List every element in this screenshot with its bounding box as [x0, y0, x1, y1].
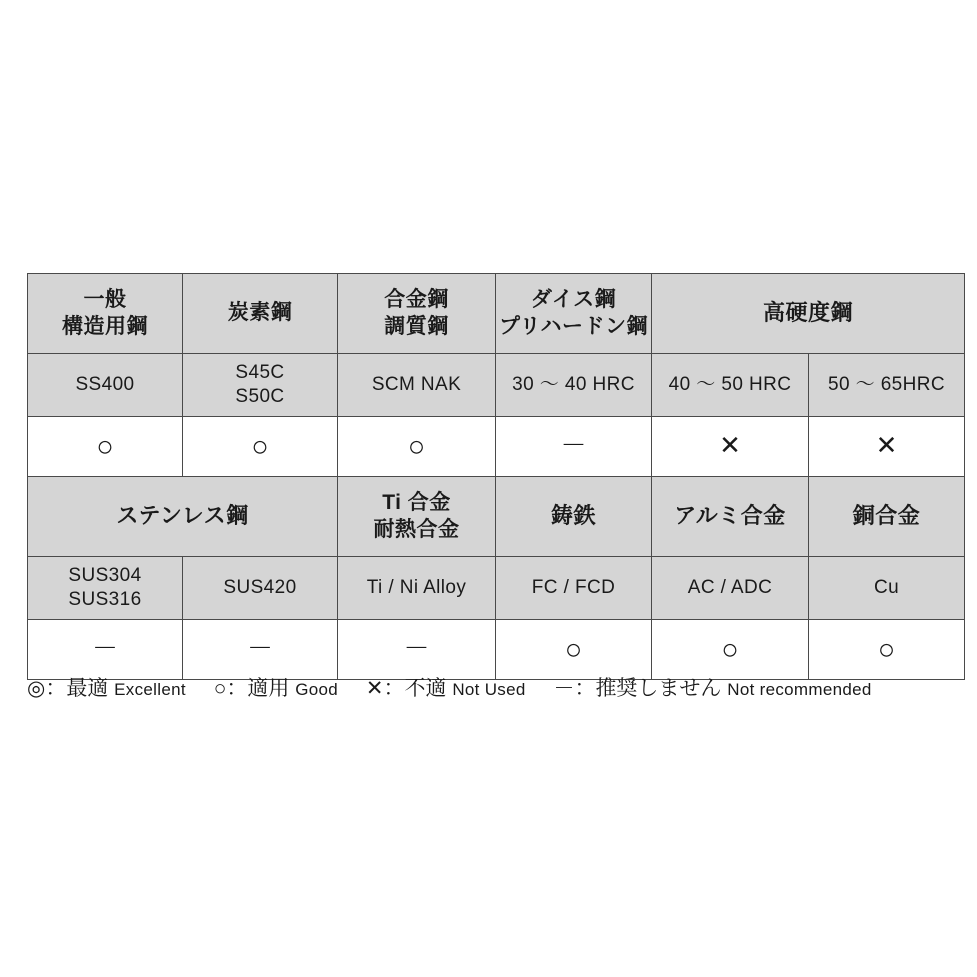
section2-header-row — [28, 477, 965, 557]
header-cell-ti-alloy — [338, 477, 496, 557]
legend-separator: ： — [383, 677, 405, 700]
grade-cell-fc-fcd — [496, 557, 652, 620]
header-line: 高硬度鋼 — [763, 300, 854, 326]
legend-item-good — [214, 672, 338, 702]
rating-symbol-dash-icon: － — [403, 633, 430, 663]
header-line: 耐熱合金 — [373, 517, 460, 541]
rating-symbol-circle-icon: ○ — [96, 430, 114, 463]
section1-grade-row — [28, 354, 965, 417]
cross-icon: ✕ — [365, 677, 384, 700]
matrix-table — [27, 273, 965, 680]
rating-symbol-circle-icon: ○ — [721, 633, 739, 666]
header-cell-general-structural — [28, 274, 183, 354]
header-line: Ti 合金 — [382, 490, 451, 514]
legend-label-en: Good — [295, 680, 339, 699]
header-cell-alloy-steel — [338, 274, 496, 354]
rating-cell-sus420 — [183, 620, 338, 680]
rating-symbol-dash-icon: － — [560, 430, 587, 460]
rating-cell-cu — [809, 620, 965, 680]
rating-symbol-circle-icon: ○ — [251, 430, 269, 463]
grade-cell-40-50hrc — [652, 354, 809, 417]
rating-symbol-circle-icon: ○ — [877, 633, 896, 666]
rating-cell-ti-ni-alloy — [338, 620, 496, 680]
rating-symbol-circle-icon: ○ — [564, 633, 583, 666]
rating-symbol-cross-icon: ✕ — [719, 430, 741, 460]
grade-line: Cu — [873, 576, 900, 598]
legend-label-jp: 推奨しません — [595, 677, 722, 700]
header-line: 合金鋼 — [384, 287, 449, 311]
section2-mark-row — [28, 620, 965, 680]
grade-line: 50 ～ 65HRC — [828, 373, 945, 395]
header-line: 一般 — [83, 287, 127, 311]
grade-cell-50-65hrc — [809, 354, 965, 417]
legend-separator: ： — [574, 677, 596, 700]
dash-icon: － — [553, 677, 575, 700]
grade-line: 30 ～ 40 HRC — [512, 373, 635, 395]
rating-symbol-cross-icon: ✕ — [875, 430, 898, 460]
header-cell-cast-iron — [496, 477, 652, 557]
legend-item-excellent — [27, 672, 186, 702]
header-line: 鋳鉄 — [550, 503, 596, 529]
grade-cell-s45c-s50c — [183, 354, 338, 417]
grade-line: SUS316 — [68, 589, 142, 610]
material-compatibility-table — [27, 273, 948, 680]
rating-cell-s45c-s50c — [183, 417, 338, 477]
header-line: ステンレス鋼 — [116, 503, 249, 529]
double-circle-icon: ◎ — [27, 677, 46, 700]
rating-symbol-circle-icon: ○ — [407, 430, 426, 463]
grade-line: Ti / Ni Alloy — [366, 576, 467, 598]
grade-cell-sus304-sus316 — [28, 557, 183, 620]
grade-cell-ti-ni-alloy — [338, 557, 496, 620]
grade-cell-scm-nak — [338, 354, 496, 417]
circle-icon: ○ — [213, 677, 227, 700]
header-line: プリハードン鋼 — [498, 314, 649, 338]
grade-cell-30-40hrc — [496, 354, 652, 417]
rating-cell-sus304-sus316 — [28, 620, 183, 680]
header-line: 炭素鋼 — [227, 301, 293, 325]
grade-line: S50C — [235, 386, 285, 407]
grade-cell-ac-adc — [652, 557, 809, 620]
header-cell-copper-alloy — [809, 477, 965, 557]
grade-line: FC / FCD — [531, 576, 616, 598]
rating-symbol-dash-icon: － — [91, 633, 118, 663]
rating-cell-50-65hrc — [809, 417, 965, 477]
rating-cell-ac-adc — [652, 620, 809, 680]
header-line: 銅合金 — [852, 503, 921, 529]
header-line: 調質鋼 — [384, 314, 449, 338]
legend-label-jp: 適用 — [247, 677, 290, 700]
grade-cell-ss400 — [28, 354, 183, 417]
legend-item-not-used — [366, 672, 526, 702]
header-line: ダイス鋼 — [530, 287, 617, 311]
section2-grade-row — [28, 557, 965, 620]
grade-cell-sus420 — [183, 557, 338, 620]
rating-symbol-dash-icon: － — [246, 633, 273, 663]
header-cell-carbon-steel — [183, 274, 338, 354]
grade-line: AC / ADC — [687, 576, 773, 598]
grade-line: SUS304 — [68, 564, 142, 586]
legend-label-en: Not recommended — [727, 680, 872, 699]
header-cell-stainless-steel — [28, 477, 338, 557]
grade-line: 40 ～ 50 HRC — [668, 373, 792, 395]
section1-mark-row — [28, 417, 965, 477]
legend-label-jp: 最適 — [66, 677, 109, 700]
legend-label-jp: 不適 — [404, 677, 447, 700]
rating-cell-30-40hrc — [496, 417, 652, 477]
rating-cell-fc-fcd — [496, 620, 652, 680]
grade-line: SCM NAK — [371, 373, 462, 395]
grade-line: SS400 — [75, 373, 135, 395]
rating-cell-ss400 — [28, 417, 183, 477]
grade-line: SUS420 — [223, 576, 297, 598]
legend-item-not-recommended — [553, 672, 871, 702]
grade-cell-cu — [809, 557, 965, 620]
legend — [27, 672, 948, 702]
header-cell-die-steel — [496, 274, 652, 354]
header-cell-aluminum-alloy — [652, 477, 809, 557]
legend-separator: ： — [45, 677, 67, 700]
section1-header-row — [28, 274, 965, 354]
legend-separator: ： — [226, 677, 248, 700]
rating-cell-scm-nak — [338, 417, 496, 477]
rating-cell-40-50hrc — [652, 417, 809, 477]
header-line: 構造用鋼 — [62, 314, 148, 338]
legend-label-en: Excellent — [114, 680, 186, 699]
header-line: アルミ合金 — [674, 503, 786, 529]
legend-label-en: Not Used — [452, 680, 526, 699]
header-cell-high-hardness-steel — [652, 274, 965, 354]
grade-line: S45C — [235, 361, 285, 383]
